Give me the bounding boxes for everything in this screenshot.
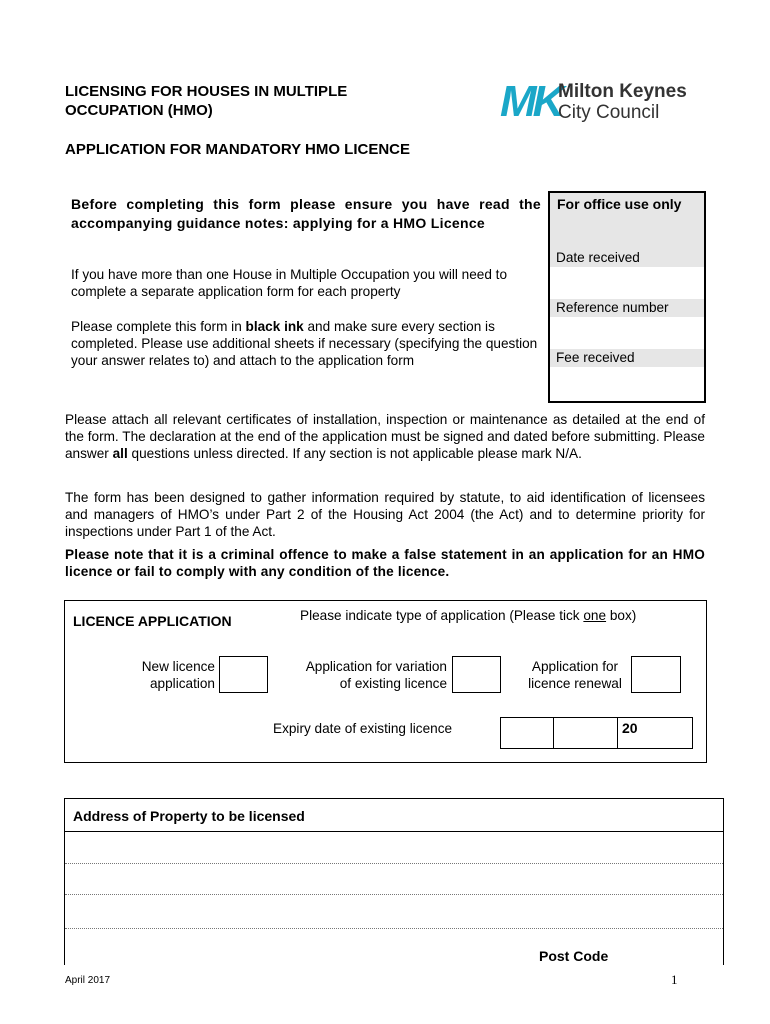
expiry-year-field[interactable] [617, 717, 693, 749]
address-section-title: Address of Property to be licensed [73, 808, 305, 824]
application-type-instruction [300, 607, 636, 624]
office-use-box [548, 191, 706, 403]
page-number: 1 [671, 972, 678, 987]
new-licence-label [105, 658, 215, 692]
expiry-year-prefix: 20 [622, 720, 638, 736]
new-licence-label-line2: application [150, 676, 215, 691]
form-title [65, 82, 347, 120]
instruction-before: Please indicate type of application (Please tick [300, 608, 584, 623]
attach-para-before: Please attach all relevant certificates of installation, inspection or maintenance as detailed at the end of the form. The declaration at the end of the application must be signed and dated before submitting. Please answer [65, 412, 705, 461]
variation-label-line2: of existing licence [339, 676, 447, 691]
footer-date: April 2017 [65, 975, 111, 986]
logo-line1: Milton Keynes [558, 81, 687, 102]
fee-received-field[interactable] [550, 367, 704, 399]
multiple-hmo-note: If you have more than one House in Multiple Occupation you will need to complete a separate application form for each property [71, 267, 508, 299]
guidance-notice: Before completing this form please ensure you have read the accompanying guidance notes: applying for a HMO Licence [71, 196, 541, 231]
variation-checkbox[interactable] [452, 656, 501, 693]
reference-number-field[interactable] [550, 317, 704, 349]
renewal-label-line2: licence renewal [528, 676, 622, 691]
form-subtitle: APPLICATION FOR MANDATORY HMO LICENCE [65, 141, 410, 158]
council-logo [500, 78, 710, 128]
instruction-after: box) [606, 608, 637, 623]
logo-line2: City Council [558, 102, 660, 123]
black-ink-note-bold: black ink [245, 319, 304, 334]
postcode-label: Post Code [539, 948, 609, 964]
date-received-label: Date received [556, 250, 640, 265]
fee-received-label: Fee received [556, 350, 635, 365]
statute-para: The form has been designed to gather information required by statute, to aid identification of licensees and managers of HMO’s under Part 2 of the Housing Act 2004 (the Act) and to determine priority for inspections under Part 1 of the Act. [65, 490, 705, 539]
expiry-day-field[interactable] [500, 717, 554, 749]
black-ink-note [71, 318, 543, 369]
attach-para-after: questions unless directed. If any section is not applicable please mark N/A. [127, 446, 582, 461]
renewal-label [510, 658, 640, 692]
attach-certificates-para [65, 411, 705, 462]
licence-application-title: LICENCE APPLICATION [73, 613, 232, 629]
renewal-label-line1: Application for [531, 659, 619, 674]
reference-number-label: Reference number [556, 300, 669, 315]
renewal-checkbox[interactable] [631, 656, 681, 693]
new-licence-label-line1: New licence [141, 659, 215, 674]
address-line-3[interactable] [65, 895, 723, 928]
criminal-offence-note: Please note that it is a criminal offence to make a false statement in an application for an HMO licence or fail to comply with any condition of the licence. [65, 547, 705, 579]
black-ink-note-after: and make sure every section is completed. Please use additional sheets if necessary (specifying the question your answer relates to) and attach to the application form [71, 319, 538, 368]
instruction-underlined: one [583, 608, 607, 623]
expiry-date-label: Expiry date of existing licence [273, 721, 453, 736]
address-section [64, 798, 724, 965]
variation-label [265, 658, 447, 692]
licence-application-section [64, 600, 707, 763]
form-title-line2: OCCUPATION (HMO) [65, 102, 213, 119]
black-ink-note-before: Please complete this form in [71, 319, 246, 334]
variation-label-line1: Application for variation [305, 659, 447, 674]
address-line-1[interactable] [65, 832, 723, 863]
logo-mark: MK [500, 77, 561, 126]
office-use-header [550, 193, 704, 253]
office-use-title: For office use only [557, 196, 682, 212]
form-title-line1: LICENSING FOR HOUSES IN MULTIPLE [65, 83, 348, 100]
address-line-3-rule [65, 928, 723, 929]
date-received-label-bg [550, 249, 704, 267]
date-received-field[interactable] [550, 267, 704, 299]
address-line-2[interactable] [65, 864, 723, 894]
expiry-month-field[interactable] [553, 717, 618, 749]
fee-received-label-bg [550, 349, 704, 367]
new-licence-checkbox[interactable] [219, 656, 268, 693]
attach-para-bold: all [112, 446, 128, 461]
reference-number-label-bg [550, 299, 704, 317]
